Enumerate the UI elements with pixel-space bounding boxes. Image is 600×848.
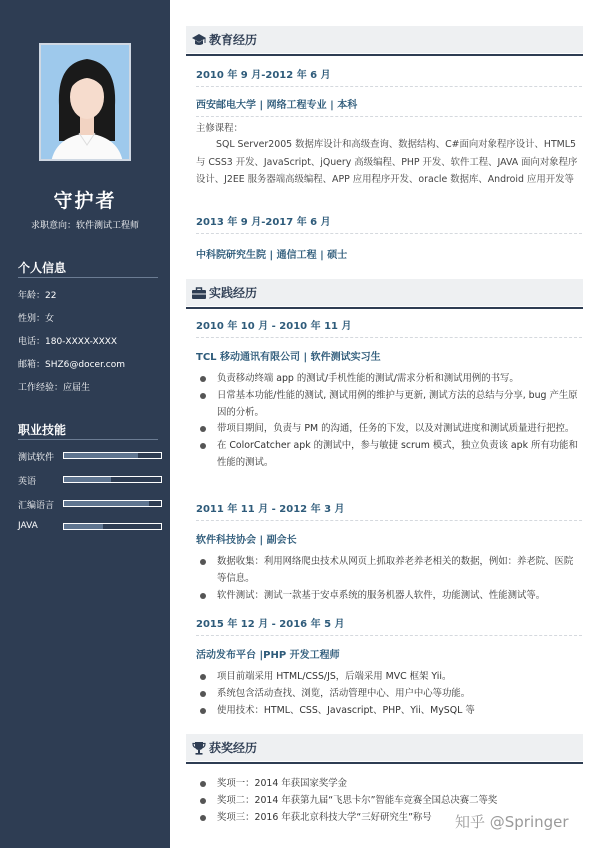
skill-label: 英语	[18, 477, 37, 487]
list-item: 在 ColorCatcher apk 的测试中，参与敏捷 scrum 模式，独立负责该 apk 所有功能和性能的测试。	[196, 438, 582, 472]
personal-info-heading: 个人信息	[18, 261, 67, 275]
bullet-list	[196, 554, 582, 604]
profile-name: 守护者	[53, 190, 117, 212]
dashed-divider	[196, 233, 582, 234]
info-email[interactable]: 邮箱：SHZ6@docer.com	[18, 360, 126, 370]
dashed-divider	[196, 635, 582, 636]
section-rule	[186, 54, 583, 56]
skill-label: 汇编语言	[18, 501, 55, 511]
practice-date: 2015 年 12 月 - 2016 年 5 月	[196, 619, 345, 630]
edu-date: 2010 年 9 月-2012 年 6 月	[196, 70, 331, 81]
list-item: 日常基本功能/性能的测试, 测试用例的维护与更新, 测试方法的总结与分享, bug 产生原因的分析。	[196, 388, 582, 422]
skill-bar-fill	[64, 501, 149, 506]
dashed-divider	[196, 337, 582, 338]
info-gender: 性别：女	[18, 314, 55, 324]
skill-bar	[63, 500, 162, 507]
list-item: 数据收集：利用网络爬虫技术从网页上抓取养老养老相关的数据，例如：养老院、医院等信息。	[196, 554, 582, 588]
info-experience: 工作经验：应届生	[18, 383, 91, 393]
course-label: 主修课程：	[196, 123, 243, 134]
job-intent: 求职意向：软件测试工程师	[30, 221, 139, 231]
list-item: 项目前端采用 HTML/CSS/JS，后端采用 MVC 框架 Yii。	[196, 669, 582, 686]
list-item: 使用技术：HTML、CSS、Javascript、PHP、Yii、MySQL 等	[196, 703, 582, 720]
skill-label: 测试软件	[18, 453, 55, 463]
sidebar	[0, 0, 170, 848]
divider	[18, 439, 158, 440]
section-rule	[186, 307, 583, 309]
skill-bar-fill	[64, 477, 111, 482]
practice-org: 活动发布平台 |PHP 开发工程师	[196, 650, 340, 661]
divider	[18, 277, 158, 278]
course-text: SQL Server2005 数据库设计和高级查询、数据结构、C#面向对象程序设计、HTML5 与 CSS3 开发、JavaScript、jQuery 高级编程、PHP 开发、软件工程、JAVA 面向对象程序设计、J2EE 服务器端高级编程、APP 应用程序开发、oracle 数据库、Android 应用开发等	[196, 139, 578, 185]
skill-bar-fill	[64, 453, 138, 458]
practice-org: 软件科技协会 | 副会长	[196, 535, 297, 546]
skill-bar-fill	[64, 524, 103, 529]
list-item: 带项目期间，负责与 PM 的沟通，任务的下发，以及对测试进度和测试质量进行把控。	[196, 421, 582, 438]
profile-photo	[39, 43, 131, 161]
skill-bar	[63, 476, 162, 483]
awards-section-header	[186, 734, 583, 761]
practice-date: 2011 年 11 月 - 2012 年 3 月	[196, 504, 345, 515]
list-item: 奖项三：2016 年获北京科技大学“三好研究生”称号	[196, 810, 582, 827]
edu-org: 中科院研究生院 | 通信工程 | 硕士	[196, 250, 348, 261]
bullet-list	[196, 669, 582, 719]
section-rule	[186, 762, 583, 764]
list-item: 系统包含活动查找、浏览，活动管理中心、用户中心等功能。	[196, 686, 582, 703]
section-title: 教育经历	[209, 33, 258, 47]
education-section-header	[186, 26, 583, 53]
skill-label: JAVA	[18, 521, 38, 531]
practice-date: 2010 年 10 月 - 2010 年 11 月	[196, 321, 352, 332]
info-phone: 电话：180-XXXX-XXXX	[18, 337, 118, 347]
dashed-divider	[196, 116, 582, 117]
list-item: 软件测试：测试一款基于安卓系统的服务机器人软件，功能测试、性能测试等。	[196, 588, 582, 605]
edu-org: 西安邮电大学 | 网络工程专业 | 本科	[196, 100, 358, 111]
practice-section-header	[186, 279, 583, 306]
dashed-divider	[196, 86, 582, 87]
list-item: 奖项二：2014 年获第九届“飞思卡尔”智能车竞赛全国总决赛二等奖	[196, 793, 582, 810]
section-title: 实践经历	[209, 286, 258, 300]
list-item: 奖项一：2014 年获国家奖学金	[196, 776, 582, 793]
watermark: 知乎 @Springer	[455, 813, 569, 831]
practice-org: TCL 移动通讯有限公司 | 软件测试实习生	[196, 352, 381, 363]
section-title: 获奖经历	[209, 741, 258, 755]
edu-date: 2013 年 9 月-2017 年 6 月	[196, 217, 331, 228]
skill-bar	[63, 452, 162, 459]
skills-heading: 职业技能	[18, 423, 67, 437]
graduation-cap-icon	[191, 32, 207, 48]
list-item: 负责移动终端 app 的测试/手机性能的测试/需求分析和测试用例的书写。	[196, 371, 582, 388]
trophy-icon	[191, 740, 207, 756]
info-age: 年龄：22	[18, 291, 57, 301]
dashed-divider	[196, 520, 582, 521]
skill-bar	[63, 523, 162, 530]
briefcase-icon	[191, 285, 207, 301]
bullet-list	[196, 371, 582, 472]
